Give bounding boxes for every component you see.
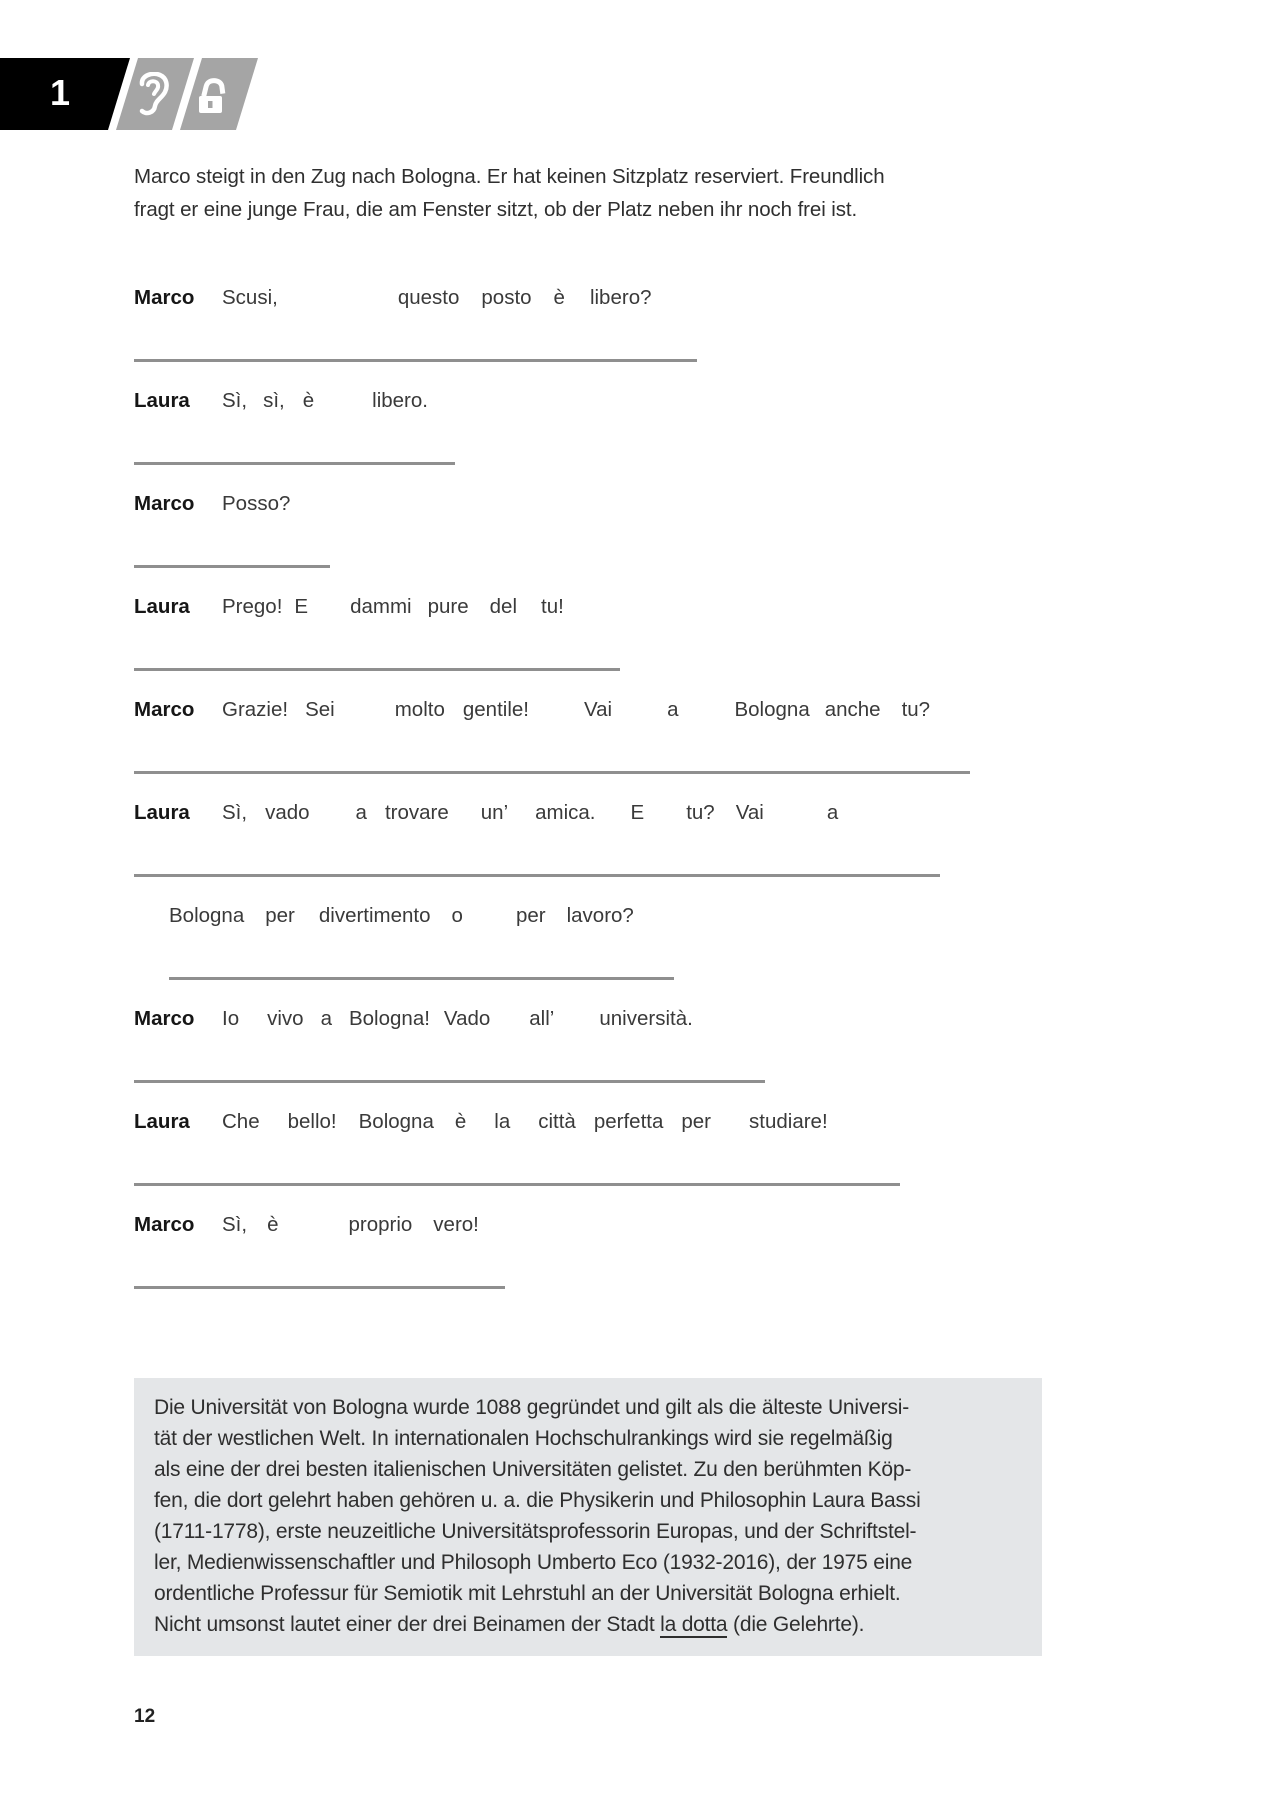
dialogue-exchange bbox=[134, 1005, 1042, 1083]
dialogue-word: proprio bbox=[348, 1213, 413, 1236]
dialogue-word: Vai bbox=[583, 698, 613, 721]
dialogue-word: Bologna! bbox=[348, 1007, 430, 1030]
dialogue-word: Io bbox=[222, 1007, 240, 1030]
open-lock-icon bbox=[197, 73, 241, 117]
dialogue-word: divertimento bbox=[318, 904, 431, 927]
answer-line bbox=[134, 874, 940, 877]
answer-line bbox=[134, 1080, 765, 1083]
dialogue-word: vero! bbox=[433, 1213, 479, 1236]
dialogue-word: dammi bbox=[350, 595, 412, 618]
dialogue-word: perfetta bbox=[593, 1110, 664, 1133]
dialogue-word: anche bbox=[824, 698, 881, 721]
info-box-text: Nicht umsonst lautet einer der drei Beinamen der Stadt bbox=[154, 1613, 661, 1636]
info-box-line: Die Universität von Bologna wurde 1088 gegründet und gilt als die älteste Universi- bbox=[154, 1396, 910, 1419]
dialogue-exchange bbox=[134, 1211, 1042, 1289]
unit-header-tab bbox=[0, 58, 400, 130]
dialogue-word: amica. bbox=[535, 801, 596, 824]
dialogue-line bbox=[134, 490, 1042, 518]
dialogue-word: pure bbox=[427, 595, 469, 618]
dialogue-exchange bbox=[134, 1108, 1042, 1186]
info-box-line: ler, Medienwissenschaftler und Philosoph Umberto Eco (1932-2016), der 1975 eine bbox=[154, 1551, 913, 1574]
dialogue-word: Posso? bbox=[222, 492, 291, 515]
dialogue-word: o bbox=[451, 904, 463, 927]
dialogue-word: Vado bbox=[443, 1007, 491, 1030]
intro-line: Marco steigt in den Zug nach Bologna. Er hat keinen Sitzplatz reserviert. Freundlich bbox=[134, 165, 885, 188]
dialogue-word: Prego! bbox=[222, 595, 283, 618]
dialogue-word: è bbox=[454, 1110, 467, 1133]
dialogue-line bbox=[134, 593, 1042, 621]
speaker-name: Marco bbox=[134, 1007, 195, 1030]
dialogue-word: Bologna bbox=[358, 1110, 434, 1133]
dialogue-word: a bbox=[320, 1007, 332, 1030]
dialogue-word: per bbox=[681, 1110, 712, 1133]
dialogue-exchange bbox=[134, 799, 1042, 877]
utterance bbox=[222, 593, 564, 621]
dialogue-exchange bbox=[134, 284, 1042, 362]
speaker-name: Laura bbox=[134, 389, 190, 412]
dialogue-exchange bbox=[134, 696, 1042, 774]
dialogue-word: gentile! bbox=[462, 698, 529, 721]
dialogue-word: lavoro? bbox=[566, 904, 634, 927]
dialogue-word: bello! bbox=[287, 1110, 337, 1133]
dialogue-word: molto bbox=[394, 698, 445, 721]
dialogue-line bbox=[134, 1211, 1042, 1239]
utterance bbox=[222, 799, 838, 827]
dialogue-exchange bbox=[134, 902, 1042, 980]
answer-line bbox=[134, 668, 620, 671]
dialogue-word: Sì, bbox=[222, 801, 248, 824]
dialogue-word: E bbox=[630, 801, 645, 824]
speaker-name: Laura bbox=[134, 595, 190, 618]
dialogue-word: all’ bbox=[529, 1007, 555, 1030]
dialogue-word: per bbox=[265, 904, 295, 927]
dialogue-word: Sì, bbox=[222, 389, 248, 412]
utterance bbox=[222, 490, 290, 518]
dialogue-word: vivo bbox=[267, 1007, 304, 1030]
dialogue-word: tu? bbox=[686, 801, 715, 824]
dialogue-word: studiare! bbox=[749, 1110, 828, 1133]
dialogue-exchange bbox=[134, 387, 1042, 465]
dialogue-word: libero. bbox=[372, 389, 428, 412]
utterance bbox=[222, 1005, 693, 1033]
info-box-line bbox=[154, 1609, 1012, 1640]
dialogue-word: trovare bbox=[384, 801, 449, 824]
dialogue-line bbox=[134, 387, 1042, 415]
speaker-name: Marco bbox=[134, 492, 195, 515]
dialogue-word: questo bbox=[397, 286, 460, 309]
info-box-line: fen, die dort gelehrt haben gehören u. a. die Physikerin und Philosophin Laura Bassi bbox=[154, 1489, 921, 1512]
answer-line bbox=[134, 565, 330, 568]
utterance bbox=[169, 902, 634, 930]
speaker-name: Laura bbox=[134, 801, 190, 824]
answer-line bbox=[134, 771, 970, 774]
dialogue-word: del bbox=[489, 595, 517, 618]
speaker-name: Laura bbox=[134, 1110, 190, 1133]
info-box-line: ordentliche Professur für Semiotik mit Lehrstuhl an der Universität Bologna erhielt. bbox=[154, 1582, 901, 1605]
dialogue-word: Vai bbox=[735, 801, 764, 824]
dialogue-word: a bbox=[826, 801, 839, 824]
dialogue-word: tu! bbox=[541, 595, 564, 618]
dialogue-word: università. bbox=[599, 1007, 693, 1030]
info-box-line: (1711-1778), erste neuzeitliche Universitätsprofessorin Europas, und der Schriftstel- bbox=[154, 1520, 917, 1543]
dialogue-word: libero? bbox=[589, 286, 652, 309]
dialogue-word: un’ bbox=[480, 801, 509, 824]
dialogue-word: Che bbox=[222, 1110, 260, 1133]
answer-line bbox=[134, 462, 455, 465]
dialogue-line bbox=[134, 696, 1042, 724]
dialogue-word: Grazie! bbox=[222, 698, 289, 721]
answer-line bbox=[134, 1286, 505, 1289]
utterance bbox=[222, 1108, 828, 1136]
dialogue-exchange bbox=[134, 490, 1042, 568]
dialogue-word: Scusi, bbox=[222, 286, 278, 309]
dialogue-word: Sei bbox=[305, 698, 335, 721]
dialogue-line bbox=[134, 1005, 1042, 1033]
dialogue-line bbox=[134, 284, 1042, 312]
dialogue-line bbox=[134, 1108, 1042, 1136]
utterance bbox=[222, 387, 428, 415]
utterance bbox=[222, 696, 930, 724]
dialogue-word: è bbox=[267, 1213, 279, 1236]
answer-line bbox=[134, 1183, 900, 1186]
dialogue-word: Bologna bbox=[169, 904, 245, 927]
answer-line bbox=[134, 359, 697, 362]
dialogue-word: è bbox=[302, 389, 315, 412]
ear-icon bbox=[136, 72, 172, 118]
dialogue-word: è bbox=[553, 286, 565, 309]
info-box-text: (die Gelehrte). bbox=[727, 1613, 865, 1636]
intro-paragraph bbox=[134, 160, 1042, 226]
answer-line bbox=[169, 977, 674, 980]
dialogue-word: posto bbox=[481, 286, 532, 309]
underlined-term: la dotta bbox=[660, 1613, 728, 1636]
dialogue-word: Bologna bbox=[734, 698, 810, 721]
dialogue-exercise bbox=[134, 284, 1042, 1289]
dialogue-word: E bbox=[294, 595, 309, 618]
dialogue-word: città bbox=[538, 1110, 576, 1133]
dialogue-word: sì, bbox=[263, 389, 285, 412]
dialogue-line bbox=[134, 799, 1042, 827]
page-content bbox=[134, 160, 1042, 1728]
dialogue-exchange bbox=[134, 593, 1042, 671]
dialogue-word: la bbox=[494, 1110, 511, 1133]
speaker-name: Marco bbox=[134, 286, 195, 309]
page-number: 12 bbox=[134, 1706, 156, 1727]
culture-info-box bbox=[134, 1378, 1042, 1656]
dialogue-word: per bbox=[515, 904, 546, 927]
intro-line: fragt er eine junge Frau, die am Fenster sitzt, ob der Platz neben ihr noch frei ist. bbox=[134, 198, 858, 221]
speaker-name: Marco bbox=[134, 698, 195, 721]
dialogue-word: a bbox=[355, 801, 367, 824]
info-box-line: als eine der drei besten italienischen Universitäten gelistet. Zu den berühmten Köp- bbox=[154, 1458, 912, 1481]
utterance bbox=[222, 1211, 479, 1239]
utterance bbox=[222, 284, 652, 312]
dialogue-word: tu? bbox=[901, 698, 931, 721]
dialogue-word: a bbox=[667, 698, 679, 721]
info-box-line: tät der westlichen Welt. In internationalen Hochschulrankings wird sie regelmäßig bbox=[154, 1427, 893, 1450]
dialogue-line bbox=[134, 902, 1042, 930]
unit-number: 1 bbox=[49, 72, 71, 113]
speaker-name: Marco bbox=[134, 1213, 195, 1236]
dialogue-word: vado bbox=[265, 801, 310, 824]
dialogue-word: Sì, bbox=[222, 1213, 248, 1236]
